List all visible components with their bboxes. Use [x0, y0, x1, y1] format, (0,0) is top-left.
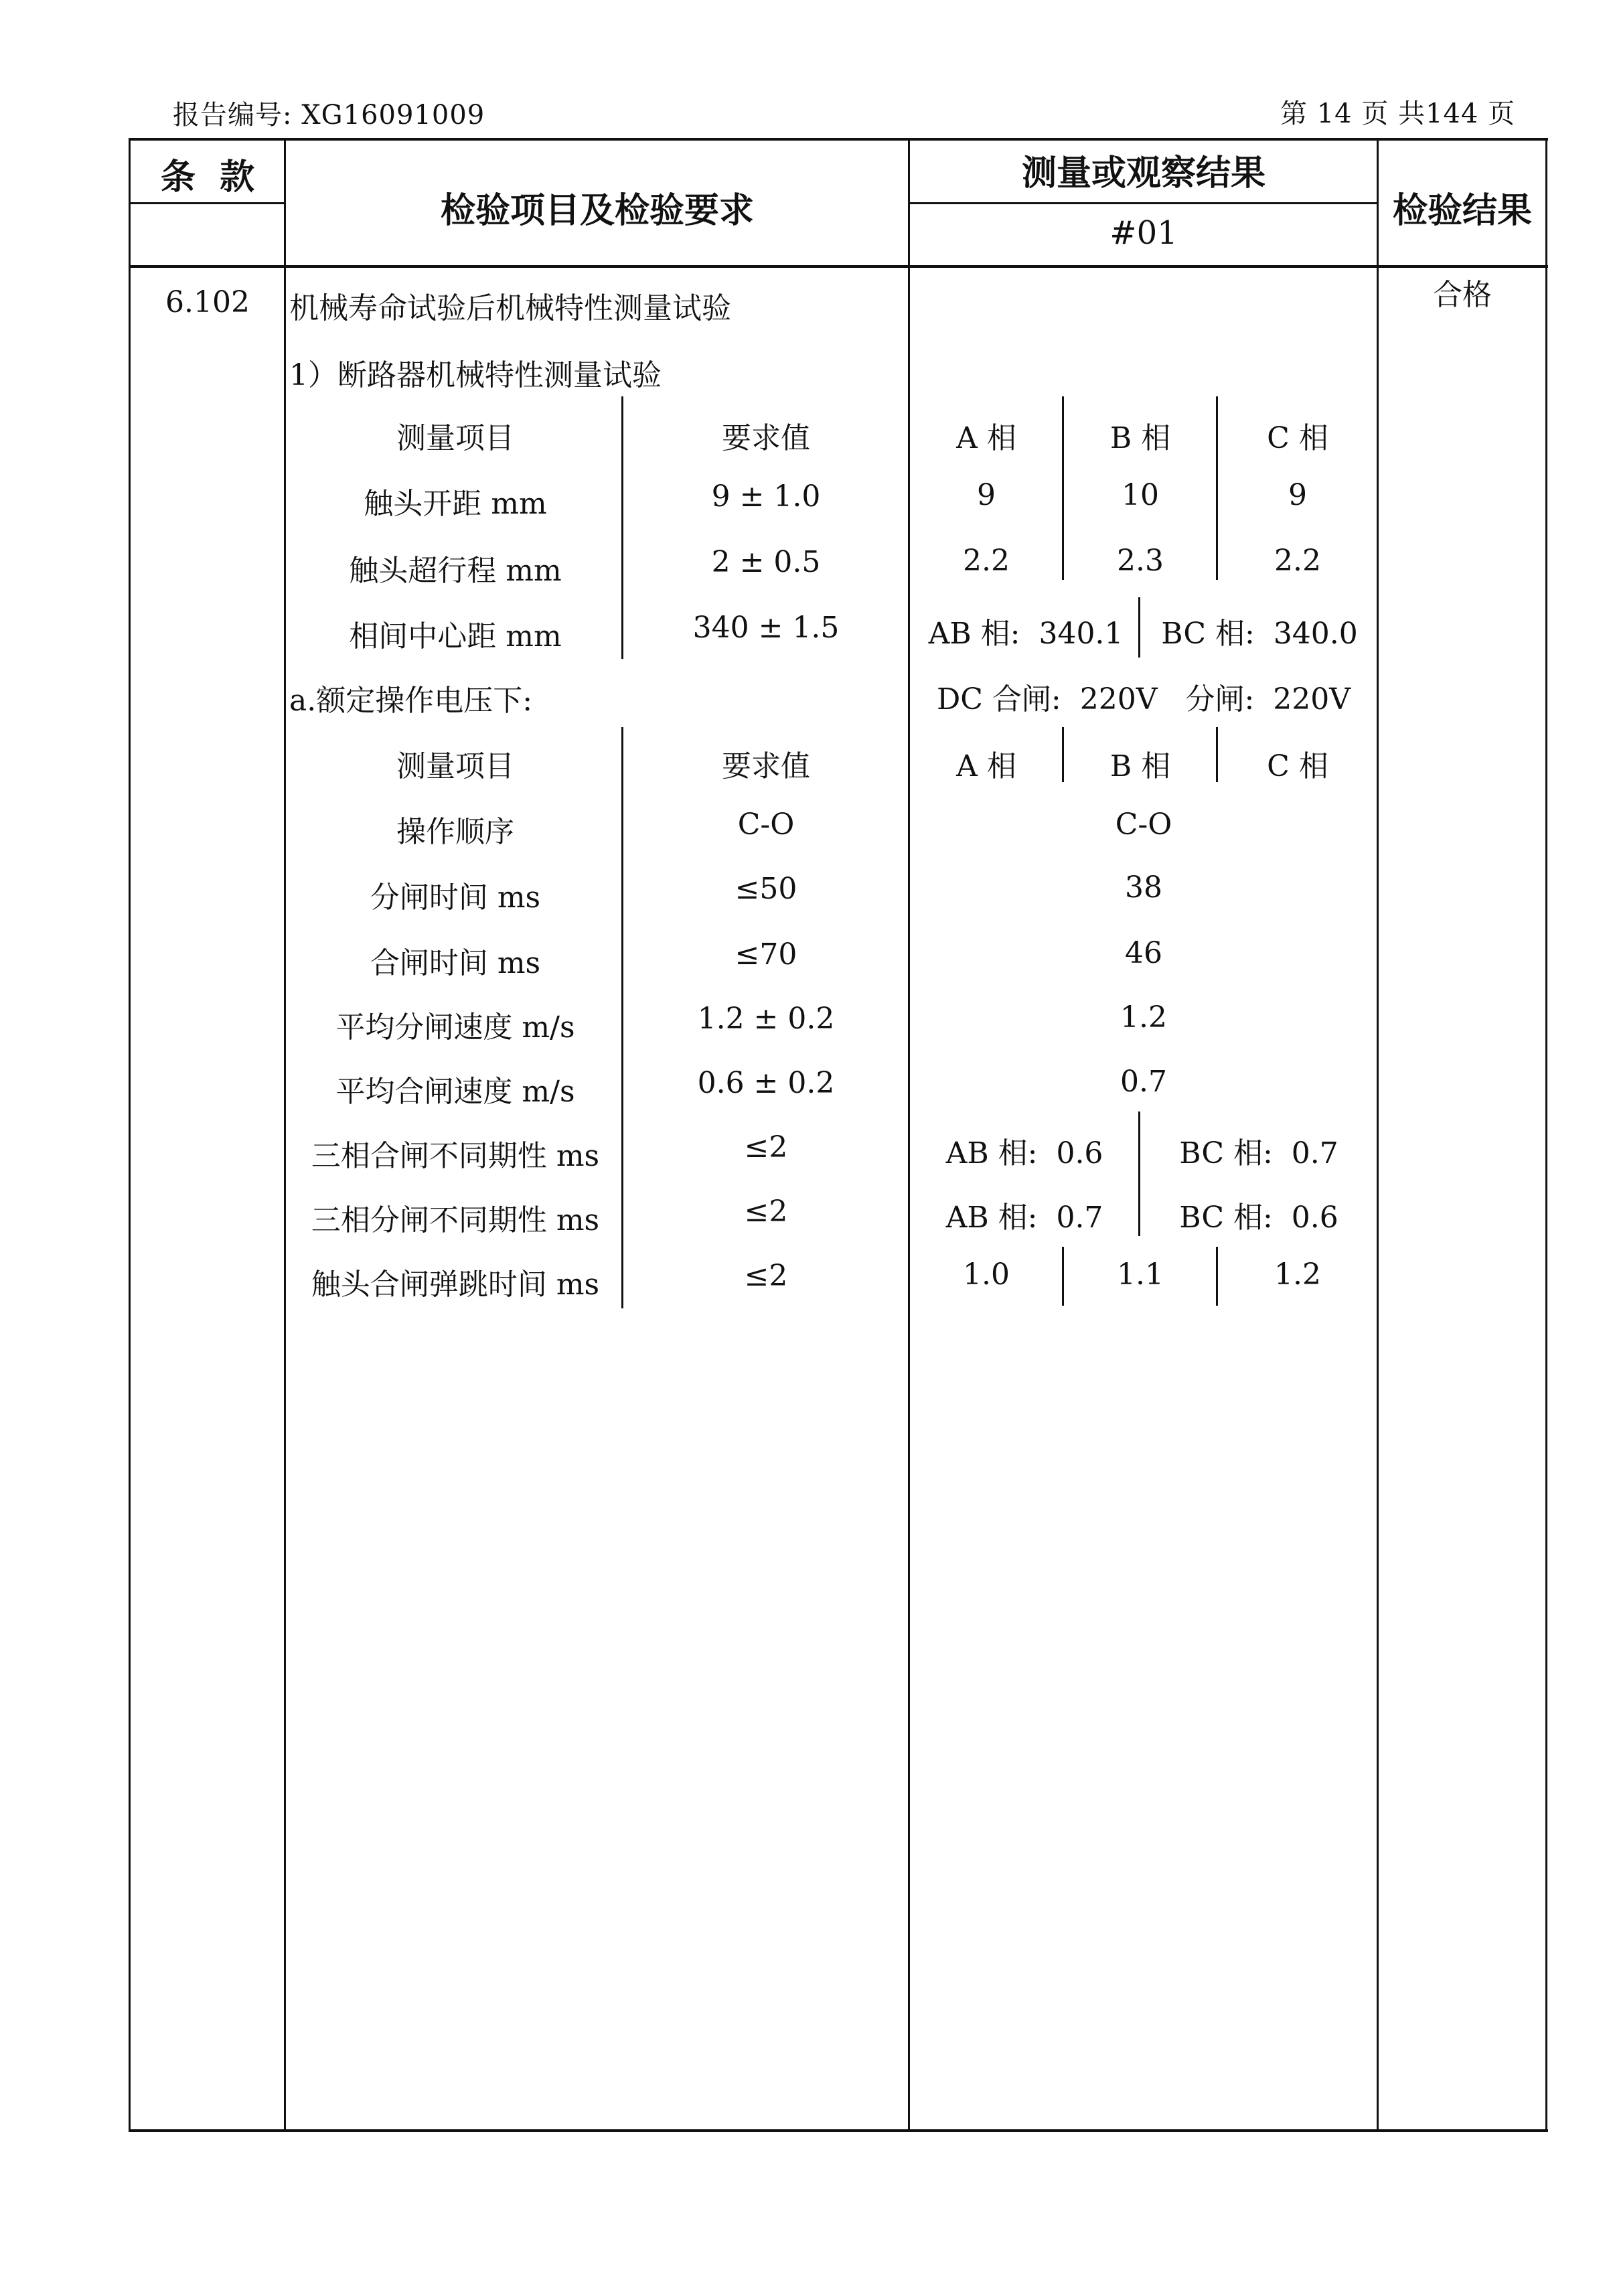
t1-row-item: 触头超行程 mm [349, 554, 562, 588]
t2-head-req: 要求值 [722, 749, 810, 783]
t2-row-req: ≤2 [744, 1195, 788, 1229]
t2-row-b: 1.1 [1117, 1257, 1164, 1292]
inspection-result: 合格 [1433, 278, 1492, 312]
report-number: 报告编号: XG16091009 [173, 100, 485, 131]
t2-row-req: ≤70 [735, 937, 797, 972]
t2-head-item: 测量项目 [396, 749, 514, 783]
t1-phase-sep-ab [1062, 396, 1064, 580]
sample-number: #01 [1109, 214, 1178, 252]
t2-item-separator [621, 727, 623, 1308]
page-info: 第 14 页 共144 页 [1280, 98, 1516, 129]
t1-row-req: 340 ± 1.5 [692, 611, 840, 645]
t2-row-req: 1.2 ± 0.2 [697, 1002, 835, 1036]
t2-row-req: ≤50 [735, 872, 797, 906]
table-right-border [1545, 138, 1547, 2132]
t2-row-val: C-O [1115, 808, 1172, 842]
t1-head-item: 测量项目 [396, 421, 514, 455]
t2-row-item: 合闸时间 ms [370, 946, 541, 980]
t1-row-req: 2 ± 0.5 [711, 545, 821, 579]
t1-item-separator [621, 396, 623, 659]
t2-row-val: 38 [1125, 870, 1162, 905]
t2-row-val: 0.7 [1120, 1065, 1167, 1099]
t2-row-item: 平均分闸速度 m/s [335, 1010, 575, 1045]
header-bottom-border [129, 265, 1548, 268]
t2-row-req: ≤2 [744, 1259, 788, 1293]
t2-head-b: B 相 [1109, 749, 1171, 783]
voltage-label: a.额定操作电压下: [289, 684, 533, 718]
t1-row-b: 10 [1122, 478, 1159, 512]
table-left-border [129, 138, 131, 2132]
t1-row-bc: BC 相: 340.0 [1161, 617, 1358, 651]
t1-row-b: 2.3 [1117, 544, 1164, 578]
section-title: 机械寿命试验后机械特性测量试验 [289, 291, 731, 325]
t1-row-item: 触头开距 mm [364, 487, 547, 521]
clause-header-divider [129, 202, 284, 204]
t1-row-item: 相间中心距 mm [349, 619, 562, 654]
t2-head-sep-bc [1216, 727, 1218, 782]
t2-row-bc: BC 相: 0.6 [1179, 1201, 1338, 1235]
t2-row-req: C-O [737, 808, 795, 842]
section-subtitle: 1）断路器机械特性测量试验 [289, 358, 662, 392]
t2-row-sep-ab [1062, 1247, 1064, 1306]
t1-row-a: 2.2 [963, 544, 1010, 578]
t1-row-c: 9 [1288, 478, 1307, 512]
item-header: 检验项目及检验要求 [440, 191, 754, 231]
measurement-header-divider [908, 202, 1377, 204]
t1-head-c: C 相 [1267, 421, 1328, 455]
t1-center-sep [1138, 597, 1140, 658]
t2-head-a: A 相 [956, 749, 1016, 783]
t2-row-req: 0.6 ± 0.2 [697, 1066, 835, 1100]
t2-row-c: 1.2 [1274, 1257, 1321, 1292]
t1-head-b: B 相 [1109, 421, 1171, 455]
t1-row-req: 9 ± 1.0 [711, 479, 821, 514]
t2-head-sep-ab [1062, 727, 1064, 782]
t1-row-c: 2.2 [1274, 544, 1321, 578]
t2-center-sep [1138, 1112, 1140, 1236]
t2-head-c: C 相 [1267, 749, 1328, 783]
item-column-border [908, 138, 910, 2132]
t2-row-item: 三相分闸不同期性 ms [311, 1203, 600, 1237]
t2-row-ab: AB 相: 0.7 [945, 1201, 1103, 1235]
clause-column-border [284, 138, 286, 2132]
t1-row-a: 9 [977, 478, 996, 512]
t2-row-a: 1.0 [963, 1257, 1010, 1292]
t2-row-bc: BC 相: 0.7 [1179, 1136, 1338, 1170]
t1-head-req: 要求值 [722, 421, 810, 455]
voltage-value: DC 合闸: 220V 分闸: 220V [937, 682, 1351, 716]
clause-header: 条 款 [160, 157, 255, 198]
result-header: 检验结果 [1392, 191, 1532, 231]
t2-row-val: 1.2 [1120, 1000, 1167, 1035]
t1-row-ab: AB 相: 340.1 [928, 617, 1124, 651]
table-top-border [129, 138, 1548, 141]
t2-row-item: 触头合闸弹跳时间 ms [311, 1268, 600, 1302]
t2-row-ab: AB 相: 0.6 [945, 1136, 1103, 1170]
measurement-header: 测量或观察结果 [1021, 153, 1265, 194]
t2-row-req: ≤2 [744, 1130, 788, 1164]
t2-row-item: 平均合闸速度 m/s [335, 1075, 575, 1109]
t1-head-a: A 相 [956, 421, 1016, 455]
t1-phase-sep-bc [1216, 396, 1218, 580]
result-column-border [1377, 138, 1379, 2132]
t2-row-item: 操作顺序 [396, 815, 514, 849]
table-bottom-border [129, 2129, 1548, 2132]
t2-row-item: 三相合闸不同期性 ms [311, 1139, 600, 1173]
t2-row-val: 46 [1125, 936, 1162, 970]
t2-row-item: 分闸时间 ms [370, 881, 541, 915]
t2-row-sep-bc [1216, 1247, 1218, 1306]
clause-number: 6.102 [165, 285, 250, 319]
